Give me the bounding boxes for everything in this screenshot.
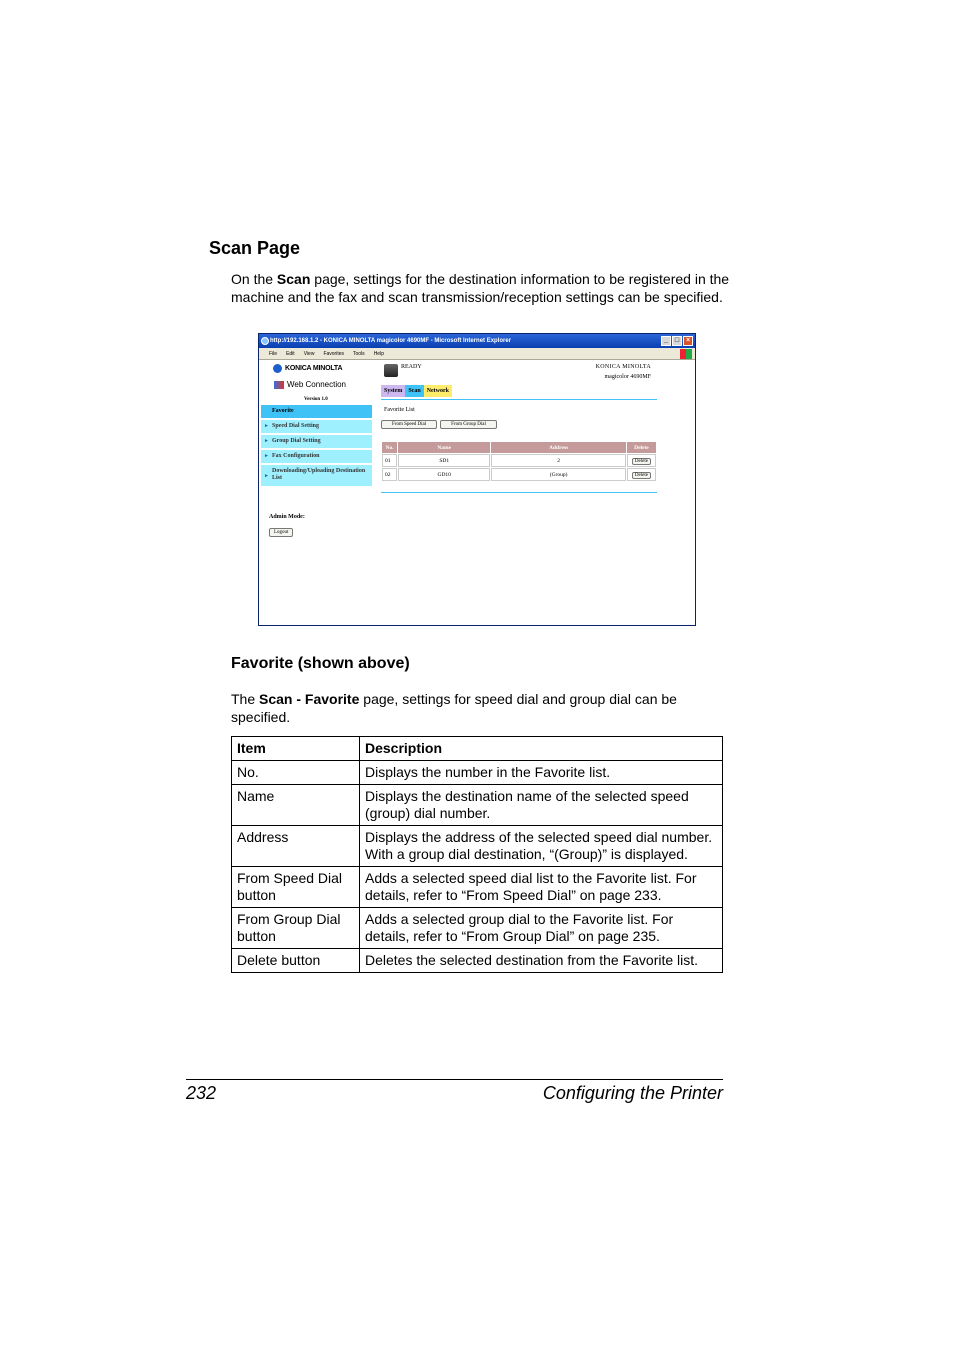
status-text: READY — [401, 364, 422, 370]
cell-name: GD10 — [398, 468, 490, 481]
sidebar-item-label: Speed Dial Setting — [272, 423, 320, 429]
tab-divider — [381, 399, 657, 400]
item-cell: From Group Dial button — [232, 908, 360, 949]
favorite-table-header — [382, 442, 656, 453]
cell-address: 2 — [491, 454, 625, 467]
table-row — [232, 949, 723, 973]
cell-delete — [627, 468, 656, 481]
description-cell: Adds a selected group dial to the Favorite list. For details, refer to “From Group Dial” on page 235. — [360, 908, 723, 949]
cell-name: SD1 — [398, 454, 490, 467]
description-cell: Displays the address of the selected speed dial number. With a group dial destination, “(Group)” is displayed. — [360, 826, 723, 867]
subsection-heading: Favorite (shown above) — [231, 655, 410, 672]
delete-button[interactable]: Delete — [632, 472, 651, 479]
menu-view[interactable]: View — [303, 350, 315, 357]
from-group-dial-button[interactable]: From Group Dial — [440, 420, 497, 429]
item-cell: From Speed Dial button — [232, 867, 360, 908]
menu-file[interactable]: File — [269, 350, 278, 357]
sidebar-item-download-upload[interactable] — [261, 465, 372, 488]
minimize-icon[interactable]: _ — [661, 336, 671, 346]
pagescope-text: Web Connection — [287, 380, 346, 389]
tab-scan[interactable]: Scan — [405, 385, 423, 397]
table-row — [382, 468, 656, 481]
favorite-text: The — [231, 691, 260, 707]
favorite-text-end: page, settings for speed dial and group dial can be specified. — [231, 691, 677, 725]
model-name: magicolor 4690MF — [604, 374, 651, 380]
item-cell: Name — [232, 785, 360, 826]
admin-mode-label: Admin Mode: — [269, 514, 305, 520]
ie-icon — [261, 337, 269, 345]
arrow-icon: ► — [264, 439, 269, 444]
browser-screenshot — [258, 333, 696, 626]
from-speed-dial-button[interactable]: From Speed Dial — [381, 420, 437, 429]
arrow-icon: ► — [264, 424, 269, 429]
description-table — [231, 736, 723, 973]
footer-divider — [186, 1079, 723, 1080]
sidebar-item-speed-dial[interactable] — [261, 420, 372, 435]
column-header-item: Item — [232, 737, 360, 761]
column-header: Address — [491, 442, 625, 453]
windows-logo-icon — [680, 349, 692, 359]
menu-edit[interactable]: Edit — [286, 350, 295, 357]
tab-bar — [381, 385, 452, 397]
menu-help[interactable]: Help — [373, 350, 384, 357]
window-titlebar — [259, 334, 695, 348]
menu-tools[interactable]: Tools — [353, 350, 365, 357]
menu-favorites[interactable]: Favorites — [323, 350, 344, 357]
intro-bold: Scan — [276, 271, 311, 287]
table-row — [232, 761, 723, 785]
table-header-row — [232, 737, 723, 761]
description-cell: Deletes the selected destination from the Favorite list. — [360, 949, 723, 973]
logo-text: KONICA MINOLTA — [285, 365, 343, 372]
pagescope-logo — [274, 380, 346, 389]
logout-button[interactable]: Logout — [269, 528, 293, 537]
table-row — [232, 908, 723, 949]
section-heading: Scan Page — [209, 238, 301, 258]
maximize-icon[interactable]: □ — [672, 336, 682, 346]
close-icon[interactable]: × — [683, 336, 693, 346]
intro-text: On the — [231, 271, 277, 287]
delete-button[interactable]: Delete — [632, 458, 651, 465]
description-cell: Displays the number in the Favorite list. — [360, 761, 723, 785]
table-row — [232, 826, 723, 867]
brand-name: KONICA MINOLTA — [595, 364, 651, 370]
favorite-table — [381, 441, 657, 482]
brand-logo — [273, 364, 342, 373]
footer-title: Configuring the Printer — [542, 1083, 723, 1103]
cell-no: 02 — [382, 468, 397, 481]
sidebar-item-label: Group Dial Setting — [272, 438, 321, 444]
column-header: Name — [398, 442, 490, 453]
column-header: Delete — [627, 442, 656, 453]
sidebar-item-label: Fax Configuration — [272, 453, 320, 459]
item-cell: Address — [232, 826, 360, 867]
sidebar-item-label: Favorite — [272, 408, 294, 414]
favorite-buttons — [381, 420, 497, 429]
favorite-bold: Scan - Favorite — [259, 691, 360, 707]
sidebar-nav — [261, 405, 372, 488]
tab-system[interactable]: System — [381, 385, 405, 397]
intro-paragraph — [231, 270, 731, 306]
column-header: No. — [382, 442, 397, 453]
tab-network[interactable]: Network — [424, 385, 452, 397]
intro-text-end: page, settings for the destination information to be registered in the machine and the fax and scan transmission/reception settings can be specified. — [231, 271, 730, 305]
sidebar-item-fax-configuration[interactable] — [261, 450, 372, 465]
window-title: http://192.168.1.2 - KONICA MINOLTA magicolor 4690MF - Microsoft Internet Explorer — [270, 338, 512, 344]
table-row — [232, 785, 723, 826]
sidebar-item-favorite[interactable] — [261, 405, 372, 420]
cell-no: 01 — [382, 454, 397, 467]
browser-viewport — [259, 361, 695, 625]
description-cell: Displays the destination name of the selected speed (group) dial number. — [360, 785, 723, 826]
item-cell: Delete button — [232, 949, 360, 973]
column-header-description: Description — [360, 737, 723, 761]
cell-delete — [627, 454, 656, 467]
window-controls — [661, 336, 693, 346]
item-cell: No. — [232, 761, 360, 785]
table-row — [232, 867, 723, 908]
menu-bar — [259, 348, 695, 360]
arrow-icon: ► — [264, 454, 269, 459]
description-cell: Adds a selected speed dial list to the Favorite list. For details, refer to “From Speed Dial” on page 233. — [360, 867, 723, 908]
table-divider — [381, 492, 657, 493]
cell-address: (Group) — [491, 468, 625, 481]
favorite-list-title: Favorite List — [384, 407, 415, 413]
konica-minolta-logo-icon — [273, 364, 282, 373]
version-label: Version 1.0 — [304, 397, 328, 402]
table-row — [382, 454, 656, 467]
favorite-paragraph — [231, 690, 731, 726]
page-number: 232 — [186, 1083, 217, 1103]
sidebar-item-group-dial[interactable] — [261, 435, 372, 450]
arrow-icon: ► — [264, 474, 269, 479]
pagescope-icon — [274, 381, 284, 389]
sidebar-item-label: Downloading/Uploading Destination List — [272, 468, 366, 481]
printer-icon — [384, 364, 398, 377]
